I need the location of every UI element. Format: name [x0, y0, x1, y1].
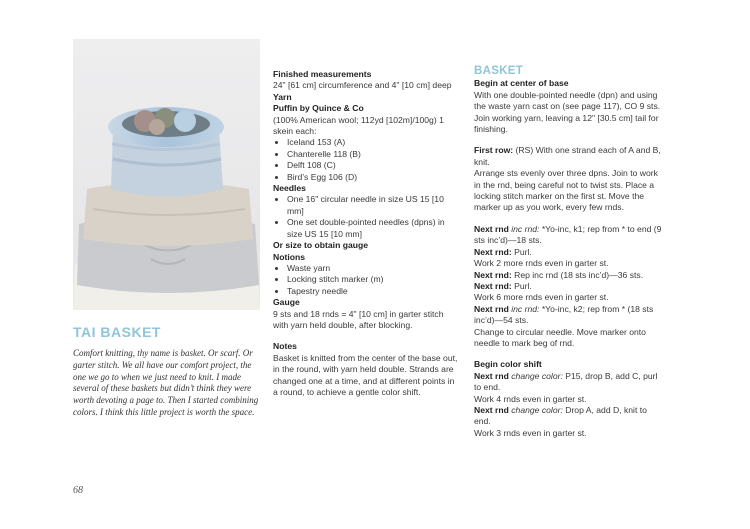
instruction-line	[474, 405, 664, 428]
rnd-label: Next rnd	[474, 370, 509, 381]
gauge-note: Or size to obtain gauge	[273, 240, 369, 251]
needles-list	[273, 194, 461, 240]
first-row-text: (RS) With one strand each of A and B, knit.	[474, 145, 661, 167]
yarn-colors-list	[273, 137, 461, 183]
instruction-line: Work 4 rnds even in garter st.	[474, 393, 587, 404]
gauge-heading: Gauge	[273, 297, 300, 308]
rnd-label: Next rnd	[474, 404, 509, 415]
instruction-line: Work 3 rnds even in garter st.	[474, 427, 587, 438]
project-title: TAI BASKET	[73, 324, 161, 340]
yarn-heading: Yarn	[273, 91, 292, 102]
list-item: • Chanterelle 118 (B)	[287, 149, 461, 160]
list-item: • Bird’s Egg 106 (D)	[287, 172, 461, 183]
notions-list	[273, 263, 461, 297]
yarn-brand: Puffin by Quince & Co	[273, 103, 364, 114]
gauge-text: 9 sts and 18 rnds = 4" [10 cm] in garter stitch with yarn held double, after blocking.	[273, 308, 444, 330]
rnd-label: Next rnd:	[474, 280, 512, 291]
arrange-text: Arrange sts evenly over three dpns. Join to work in the rnd, being careful not to twist sts. Place a locking stitch marker on the first st. Move the marker up as you work, every few rnds.	[474, 168, 658, 213]
instruction-line	[474, 281, 664, 292]
section-title: BASKET	[474, 65, 524, 77]
list-item: • Tapestry needle	[287, 286, 461, 297]
rnd-type: inc rnd:	[508, 223, 540, 234]
instructions-column	[474, 66, 664, 439]
instruction-line	[474, 224, 664, 247]
list-item: • One 16" circular needle in size US 15 [10 mm]	[287, 194, 461, 217]
rnd-label: Next rnd:	[474, 269, 512, 280]
notes-heading: Notes	[273, 341, 297, 352]
begin-heading: Begin at center of base	[474, 78, 569, 89]
materials-column	[273, 69, 461, 398]
rnd-text: P15, drop B, add C, purl to end.	[474, 370, 658, 393]
page-number: 68	[73, 485, 83, 496]
notions-heading: Notions	[273, 251, 305, 262]
finished-heading: Finished measurements	[273, 69, 372, 79]
rnd-text: *Yo-inc, k1; rep from * to end (9 sts inc’d)—18 sts.	[474, 223, 662, 246]
yarn-details: (100% American wool; 112yd [102m]/100g) 1 skein each:	[273, 114, 444, 137]
instruction-line: Change to circular needle. Move marker onto needle to mark beg of rnd.	[474, 326, 646, 348]
list-item: • One set double-pointed needles (dpns) in size US 15 [10 mm]	[287, 217, 461, 240]
first-row	[474, 145, 664, 168]
list-item: • Locking stitch marker (m)	[287, 274, 461, 285]
instruction-line	[474, 304, 664, 327]
rnd-type: change color:	[508, 404, 563, 415]
list-item: • Delft 108 (C)	[287, 160, 461, 171]
instruction-line	[474, 247, 664, 258]
needles-heading: Needles	[273, 183, 306, 194]
instruction-line: Work 6 more rnds even in garter st.	[474, 292, 609, 303]
rnd-type: change color:	[508, 370, 563, 381]
rnd-text: Rep inc rnd (18 sts inc’d)—36 sts.	[511, 269, 644, 280]
rnd-label: Next rnd	[474, 303, 509, 314]
shift-heading: Begin color shift	[474, 359, 542, 370]
rnd-text: Purl.	[511, 280, 532, 291]
rnd-text: Drop A, add D, knit to end.	[474, 404, 647, 427]
list-item: • Waste yarn	[287, 263, 461, 274]
list-item: • Iceland 153 (A)	[287, 137, 461, 148]
notes-text: Basket is knitted from the center of the base out, in the round, with yarn held double. Strands are changed one at a time, and at different points in a round, to achieve a gentle color shift.	[273, 352, 458, 397]
instruction-line: Work 2 more rnds even in garter st.	[474, 258, 609, 269]
rnd-text: Purl.	[511, 246, 532, 257]
instruction-line	[474, 371, 664, 394]
finished-text: 24" [61 cm] circumference and 4" [10 cm] deep	[273, 80, 452, 91]
rnd-type: inc rnd:	[508, 303, 540, 314]
project-intro: Comfort knitting, thy name is basket. Or scarf. Or garter stitch. We all have our comfort project, the one we go to when we just need to knit. I made several of these baskets but didn’t think they were worth devoting a page to. Then I started combining colors. I think this little project is worth the space.	[73, 348, 259, 417]
instruction-line	[474, 270, 664, 281]
rnd-label: Next rnd	[474, 223, 509, 234]
first-row-label: First row:	[474, 145, 514, 156]
rnd-label: Next rnd:	[474, 246, 512, 257]
rnd-text: *Yo-inc, k2; rep from * (18 sts inc’d)—54 sts.	[474, 303, 654, 326]
tai-basket-photo	[73, 39, 260, 310]
begin-text: With one double-pointed needle (dpn) and using the waste yarn cast on (see page 117), CO 9 sts. Join working yarn, leaving a 12" [30.5 cm] tail for finishing.	[474, 89, 661, 135]
